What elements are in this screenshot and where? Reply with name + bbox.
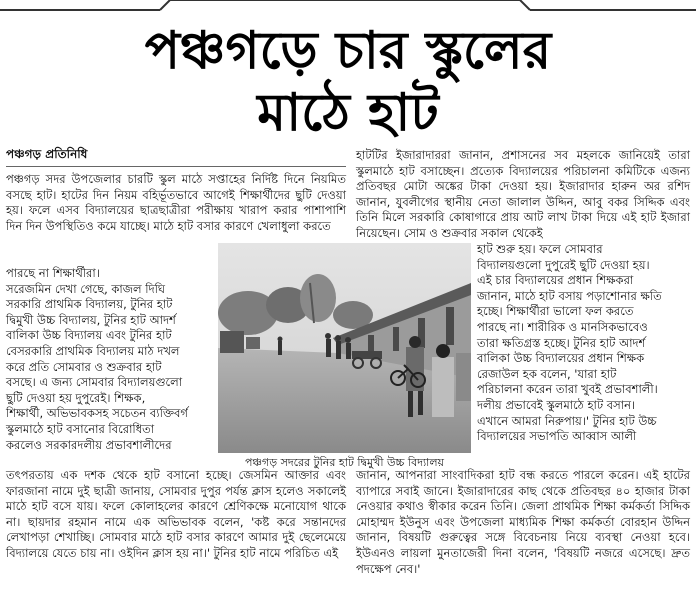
left-column-narrow <box>6 266 212 453</box>
text-line: বিদ্যালয়গুলো দুপুরেই ছুটি দেওয়া হয়। <box>477 257 650 272</box>
right-column-bottom <box>356 468 690 577</box>
text-line: করলেও সরকারদলীয় প্রভাবশালীদের <box>6 437 172 452</box>
text-line: রেজাউল হক বলেন, 'যারা হাট <box>477 366 617 381</box>
paragraph: হাটটির ইজারাদাররা জানান, প্রশাসনের সব মহলকে জানিয়েই তারা স্কুলমাঠে হাট বসাচ্ছেন। প্রত্যেক বিদ্যালয়ের পরিচালনা কমিটিকে এজন্য প্রতিবছর মোটা অঙ্কের টাকা দেওয়া হয়। ইজারাদার হারুন অর রশিদ জানান, যুবলীগের স্থানীয় নেতা জালাল উদ্দিন, আবু বকর সিদ্দিক এবং তিনি মিলে সরকারি কোষাগারে প্রায় আট লাখ টাকা দিয়ে এই হাট ইজারা নিয়েছেন। সোম ও শুক্রবার সকাল থেকেই <box>356 148 690 240</box>
paragraph: জানান, আপনারা সাংবাদিকরা হাট বন্ধ করতে পারলে করেন। এই হাটের ব্যাপারে সবাই জানে। ইজারাদারের কাছ থেকে প্রতিবছর ৪০ হাজার টাকা নেওয়ার কথাও স্বীকার করেন তিনি। জেলা প্রাথমিক শিক্ষা কর্মকর্তা সিদ্দিক মোহাম্মদ ইউনুস এবং উপজেলা মাধ্যমিক শিক্ষা কর্মকর্তা বোরহান উদ্দিন জানান, বিষয়টি গুরুত্বের সঙ্গে বিবেচনায় নিয়ে ব্যবস্থা নেওয়া হবে। ইউএনও লায়লা মুনতাজেরী দিনা বলেন, 'বিষয়টি নজরে এসেছে। দ্রুত পদক্ষেপ নেব।' <box>356 468 690 576</box>
photo-caption: পঞ্চগড় সদরের টুনির হাট দ্বিমুখী উচ্চ বিদ্যালয় <box>244 456 445 469</box>
headline-line-1: পঞ্চগড়ে চার স্কুলের <box>144 21 552 81</box>
text-line: বালিকা উচ্চ বিদ্যালয়ের প্রধান শিক্ষক <box>477 351 645 366</box>
headline-line-2: মাঠে হাট <box>257 83 439 143</box>
paragraph: তৎপরতায় এক দশক থেকে হাট বসানো হচ্ছে। জেসমিন আক্তার এবং ফারজানা নামে দুই ছাত্রী জানায়, সোমবার দুপুর পর্যন্ত ক্লাস হলেও সকালেই মাঠে হাট বসে যায়। ফলে কোলাহলের কারণে শ্রেণিকক্ষে মনোযোগ থাকে না। ছায়দার রহমান নামে এক অভিভাবক বলেন, 'কষ্ট করে সন্তানদের লেখাপড়া শেখাচ্ছি। সোমবার মাঠে হাট বসার কারণে আমার দুই ছেলেমেয়ে বিদ্যালয়ে যেতে চায় না। ওইদিন ক্লাস হয় না।' টুনির হাট নামে পরিচিত এই <box>6 468 346 560</box>
text-line: স্কুলমাঠে হাট বসানোর বিরোধিতা <box>6 421 155 436</box>
top-frame <box>0 0 696 12</box>
text-line: দ্বিমুখী উচ্চ বিদ্যালয়, টুনির হাট আদর্শ <box>6 312 176 327</box>
text-line: দলীয় প্রভাবেই স্কুলমাঠে হাট বসান। <box>477 397 636 412</box>
text-line: জানান, মাঠে হাট বসায় পড়াশোনার ক্ষতি <box>477 288 662 303</box>
text-line: ছুটি দেওয়া হয় দুপুরেই। শিক্ষক, <box>6 390 146 405</box>
text-line: সরেজমিন দেখা গেছে, কাজল দিঘি <box>6 281 166 296</box>
text-line: পারছে না শিক্ষার্থীরা। <box>6 266 100 280</box>
frame-line-right <box>530 9 696 11</box>
right-column-intro <box>356 148 690 242</box>
byline: পঞ্চগড় প্রতিনিধি <box>6 147 88 161</box>
market-photo-illustration <box>218 243 471 453</box>
text-line: বিদ্যালয়ের সভাপতি আব্বাস আলী <box>477 429 637 444</box>
text-line: শিক্ষার্থী, অভিভাবকসহ সচেতন ব্যক্তিবর্গ <box>6 406 188 421</box>
left-column-intro <box>6 172 346 234</box>
text-line: বেসরকারি প্রাথমিক বিদ্যালয় মাঠ দখল <box>6 343 180 358</box>
market-photo <box>218 243 471 453</box>
text-line: হচ্ছে। শিক্ষার্থীরা ভালো ফল করতে <box>477 304 634 319</box>
text-line: সরকারি প্রাথমিক বিদ্যালয়, টুনির হাট <box>6 297 173 312</box>
left-column-bottom <box>6 468 346 562</box>
text-line: এই চার বিদ্যালয়ের প্রধান শিক্ষকরা <box>477 273 634 288</box>
paragraph: পঞ্চগড় সদর উপজেলার চারটি স্কুল মাঠে সপ্তাহের নির্দিষ্ট দিনে নিয়মিত বসছে হাট। হাটের দিন নিয়ম বহির্ভূতভাবে আগেই শিক্ষার্থীদের ছুটি দেওয়া হয়। ফলে এসব বিদ্যালয়ের ছাত্রছাত্রীরা পরীক্ষায় খারাপ করার পাশাপাশি দিন দিন উপস্থিতিও কমে যাচ্ছে। মাঠে হাট বসার কারণে খেলাধুলা করতে <box>6 172 346 233</box>
text-line: বালিকা উচ্চ বিদ্যালয় এবং টুনির হাট <box>6 328 172 343</box>
text-line: পরিচালনা করেন তারা খুবই প্রভাবশালী। <box>477 382 658 397</box>
text-line: তারা ক্ষতিগ্রস্ত হচ্ছে। টুনির হাট আদর্শ <box>477 335 646 350</box>
byline-rule <box>6 166 346 167</box>
right-column-narrow <box>477 242 691 445</box>
text-line: পারছে না। শারীরিক ও মানসিকভাবেও <box>477 319 648 334</box>
text-line: হাট শুরু হয়। ফলে সোমবার <box>477 242 603 256</box>
text-line: বসছে। এ জন্য সোমবার বিদ্যালয়গুলো <box>6 375 183 390</box>
text-line: এখানে আমরা নিরুপায়।' টুনির হাট উচ্চ <box>477 413 657 428</box>
text-line: করে প্রতি সোমবার ও শুক্রবার হাট <box>6 359 162 374</box>
